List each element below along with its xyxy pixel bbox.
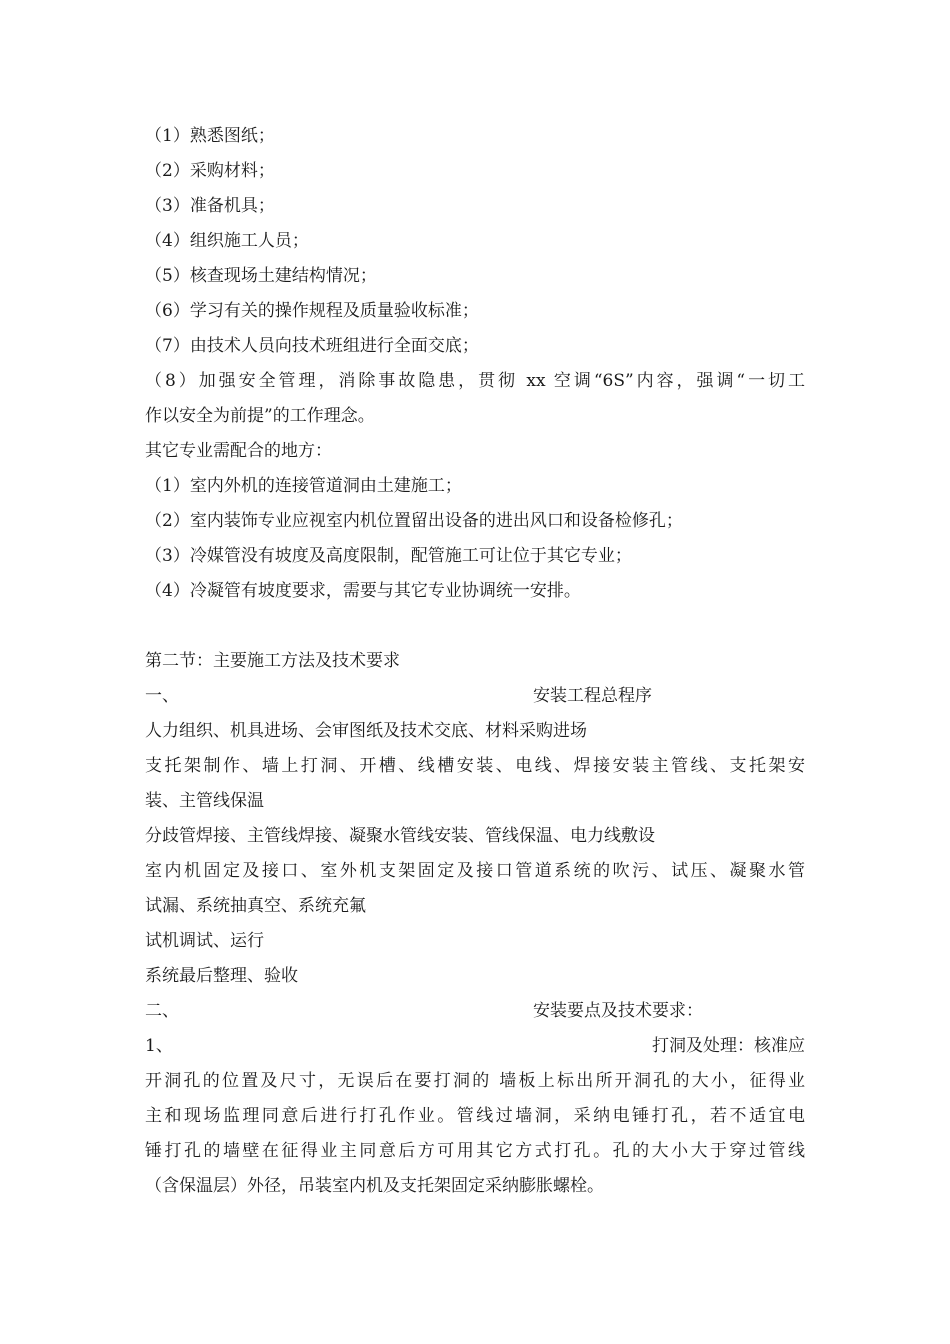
procedure-step-4-line-1: 室内机固定及接口、室外机支架固定及接口管道系统的吹污、试压、凝聚水管 [145, 861, 805, 881]
item-1-line-2: 主和现场监理同意后进行打孔作业。管线过墙洞，采纳电锤打孔，若不适宜电 [145, 1106, 805, 1126]
item-1-line-1: 开洞孔的位置及尺寸，无误后在要打洞的 墙板上标出所开洞孔的大小，征得业 [145, 1071, 805, 1091]
part-1-number: 一、 [145, 686, 179, 706]
blank-line [145, 609, 805, 644]
prep-item-3: （3）准备机具； [145, 196, 275, 216]
prep-item-8-line-2: 作以安全为前提”的工作理念。 [145, 406, 375, 426]
procedure-step-4-line-2: 试漏、系统抽真空、系统充氟 [145, 896, 366, 916]
coordination-item-3: （3）冷媒管没有坡度及高度限制，配管施工可让位于其它专业； [145, 546, 632, 566]
prep-item-5: （5）核查现场土建结构情况； [145, 266, 377, 286]
document-body [145, 119, 805, 1204]
part-1-title: 安装工程总程序 [533, 686, 652, 706]
prep-item-7: （7）由技术人员向技术班组进行全面交底； [145, 336, 479, 356]
coordination-item-4: （4）冷凝管有坡度要求，需要与其它专业协调统一安排。 [145, 581, 581, 601]
part-2-title: 安装要点及技术要求： [533, 1001, 703, 1021]
procedure-step-6: 系统最后整理、验收 [145, 966, 298, 986]
item-1-lead: 打洞及处理：核准应 [652, 1036, 805, 1056]
part-2-heading [145, 994, 805, 1029]
part-1-heading [145, 679, 805, 714]
section-2-title: 第二节：主要施工方法及技术要求 [145, 651, 400, 671]
coordination-item-1: （1）室内外机的连接管道洞由土建施工； [145, 476, 462, 496]
procedure-step-2-line-1: 支托架制作、墙上打洞、开槽、线槽安装、电线、焊接安装主管线、支托架安 [145, 756, 805, 776]
item-1-heading [145, 1029, 805, 1064]
coordination-heading: 其它专业需配合的地方： [145, 441, 332, 461]
item-1-line-4: （含保温层）外径，吊装室内机及支托架固定采纳膨胀螺栓。 [145, 1176, 604, 1196]
procedure-step-3: 分歧管焊接、主管线焊接、凝聚水管线安装、管线保温、电力线敷设 [145, 826, 655, 846]
procedure-step-5: 试机调试、运行 [145, 931, 264, 951]
prep-item-1: （1）熟悉图纸； [145, 126, 275, 146]
prep-item-4: （4）组织施工人员； [145, 231, 309, 251]
item-1-line-3: 锤打孔的墙壁在征得业主同意后方可用其它方式打孔。孔的大小大于穿过管线 [145, 1141, 805, 1161]
prep-item-6: （6）学习有关的操作规程及质量验收标准； [145, 301, 479, 321]
item-1-number: 1、 [145, 1036, 173, 1056]
coordination-item-2: （2）室内装饰专业应视室内机位置留出设备的进出风口和设备检修孔； [145, 511, 683, 531]
procedure-step-1: 人力组织、机具进场、会审图纸及技术交底、材料采购进场 [145, 721, 587, 741]
part-2-number: 二、 [145, 1001, 179, 1021]
prep-item-2: （2）采购材料； [145, 161, 275, 181]
procedure-step-2-line-2: 装、主管线保温 [145, 791, 264, 811]
prep-item-8-line-1: （8）加强安全管理，消除事故隐患，贯彻 xx 空调“6S”内容，强调“一切工 [145, 371, 805, 391]
